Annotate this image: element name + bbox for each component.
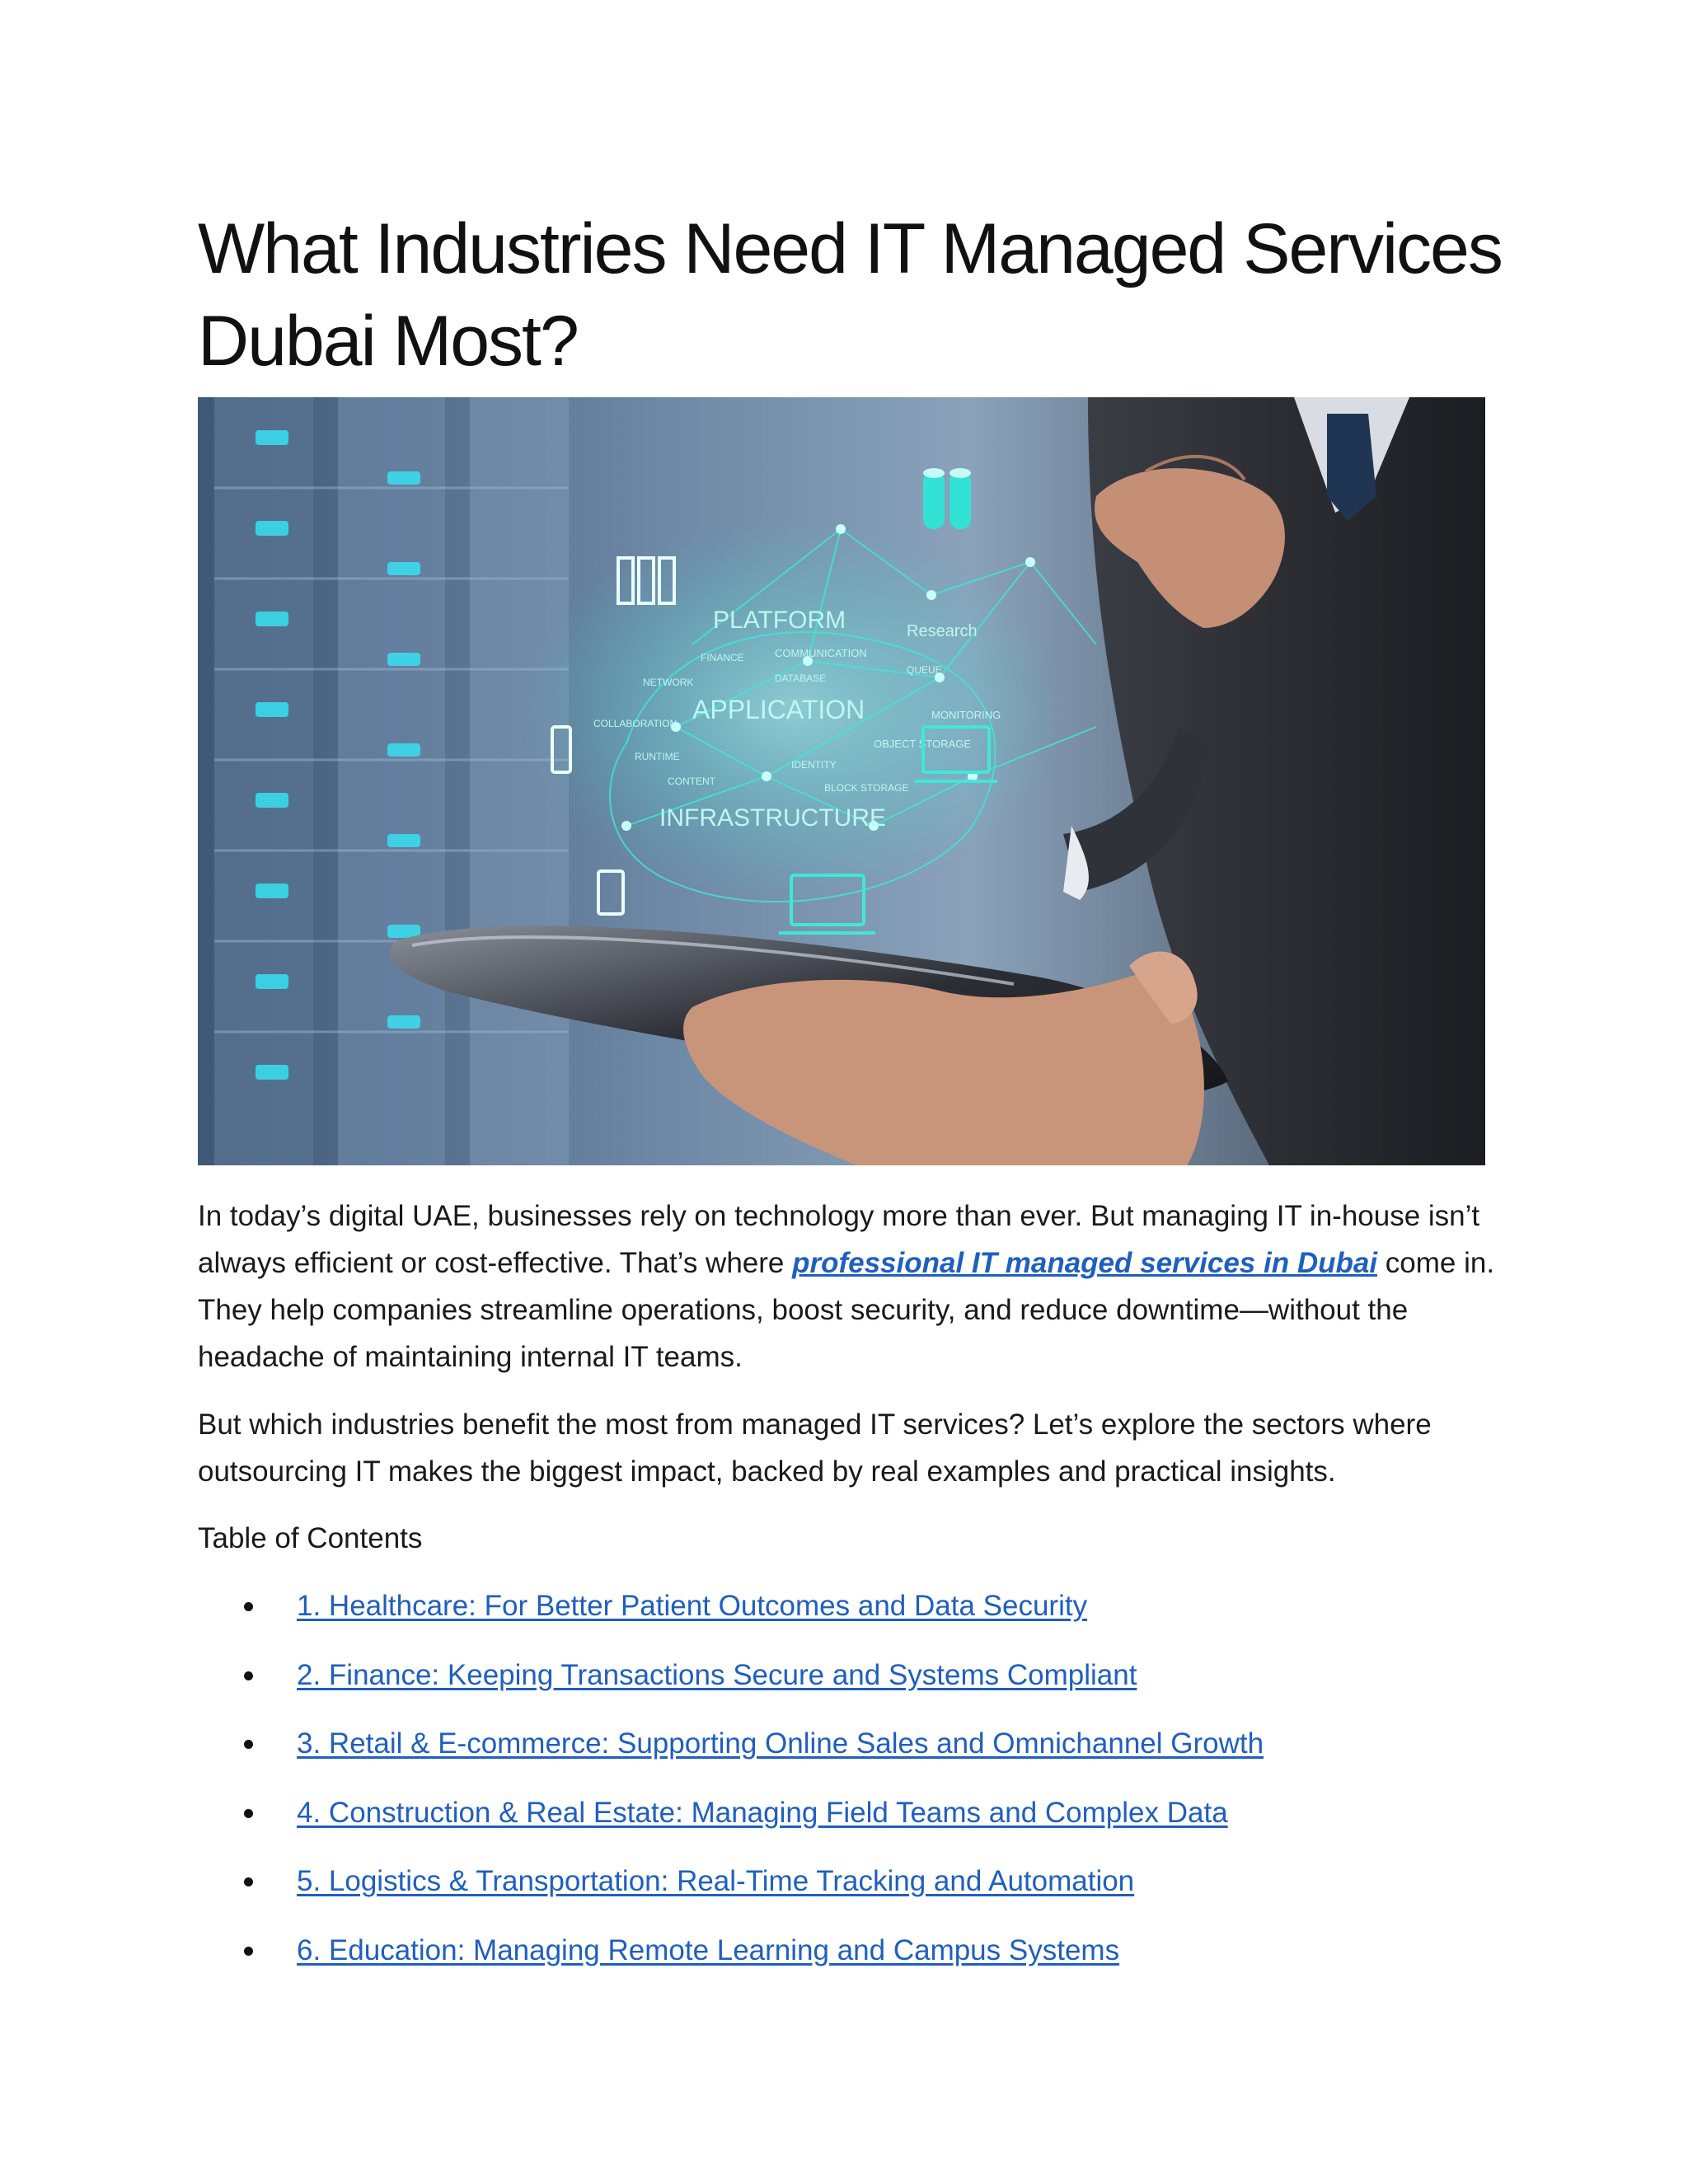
overlay-word: CONTENT [668, 776, 715, 787]
toc-heading: Table of Contents [198, 1522, 423, 1554]
overlay-word: APPLICATION [692, 695, 865, 724]
overlay-word: COLLABORATION [593, 718, 678, 729]
toc-item [198, 1652, 1500, 1721]
overlay-word: FINANCE [701, 652, 744, 663]
overlay-word: OBJECT STORAGE [874, 738, 971, 750]
bullet-icon [244, 1671, 253, 1680]
toc-item [198, 1720, 1500, 1789]
overlay-word: QUEUE [907, 664, 942, 676]
overlay-word: Research [907, 622, 978, 640]
intro-text-start: In today’s digital UAE, businesses rely on technology more than ever. But managing IT in-house isn’t always efficient or cost-effective. That’s where [198, 1200, 1480, 1279]
table-of-contents [198, 1582, 1500, 1995]
server-rack [214, 397, 569, 1165]
toc-link-finance[interactable]: 2. Finance: Keeping Transactions Secure and Systems Compliant [297, 1658, 1137, 1691]
toc-item [198, 1927, 1500, 1996]
toc-link-logistics[interactable]: 5. Logistics & Transportation: Real-Time Tracking and Automation [297, 1865, 1135, 1897]
managed-services-link[interactable]: professional IT managed services in Dubai [792, 1247, 1378, 1279]
bullet-icon [244, 1877, 253, 1886]
overlay-word: MONITORING [931, 709, 1001, 721]
hero-illustration [198, 397, 1485, 1165]
toc-item [198, 1858, 1500, 1927]
bullet-icon [244, 1740, 253, 1749]
toc-item [198, 1582, 1500, 1652]
second-paragraph: But which industries benefit the most from managed IT services? Let’s explore the sectors where outsourcing IT makes the biggest impact, backed by real examples and practical insights. [198, 1408, 1432, 1488]
toc-item [198, 1789, 1500, 1858]
intro-text-end: come in. They help companies streamline operations, boost security, and reduce downtime—without the headache of maintaining internal IT teams. [198, 1247, 1495, 1373]
toc-link-retail[interactable]: 3. Retail & E-commerce: Supporting Online Sales and Omnichannel Growth [297, 1727, 1264, 1760]
overlay-word: IDENTITY [791, 759, 837, 771]
overlay-word: NETWORK [643, 677, 694, 688]
overlay-word: BLOCK STORAGE [824, 782, 909, 794]
page-title: What Industries Need IT Managed Services Dubai Most? [198, 209, 1502, 381]
bullet-icon [244, 1602, 253, 1611]
bullet-icon [244, 1947, 253, 1956]
overlay-word: RUNTIME [635, 751, 680, 762]
bullet-icon [244, 1809, 253, 1818]
overlay-word: COMMUNICATION [775, 647, 867, 659]
toc-link-construction[interactable]: 4. Construction & Real Estate: Managing Field Teams and Complex Data [297, 1796, 1228, 1829]
toc-link-education[interactable]: 6. Education: Managing Remote Learning and Campus Systems [297, 1933, 1120, 1966]
hero-image [198, 397, 1485, 1165]
overlay-word: INFRASTRUCTURE [659, 804, 886, 832]
toc-link-healthcare[interactable]: 1. Healthcare: For Better Patient Outcomes and Data Security [297, 1590, 1088, 1622]
intro-paragraph [198, 1193, 1500, 1380]
overlay-word: PLATFORM [713, 607, 846, 634]
overlay-word: DATABASE [775, 673, 827, 684]
